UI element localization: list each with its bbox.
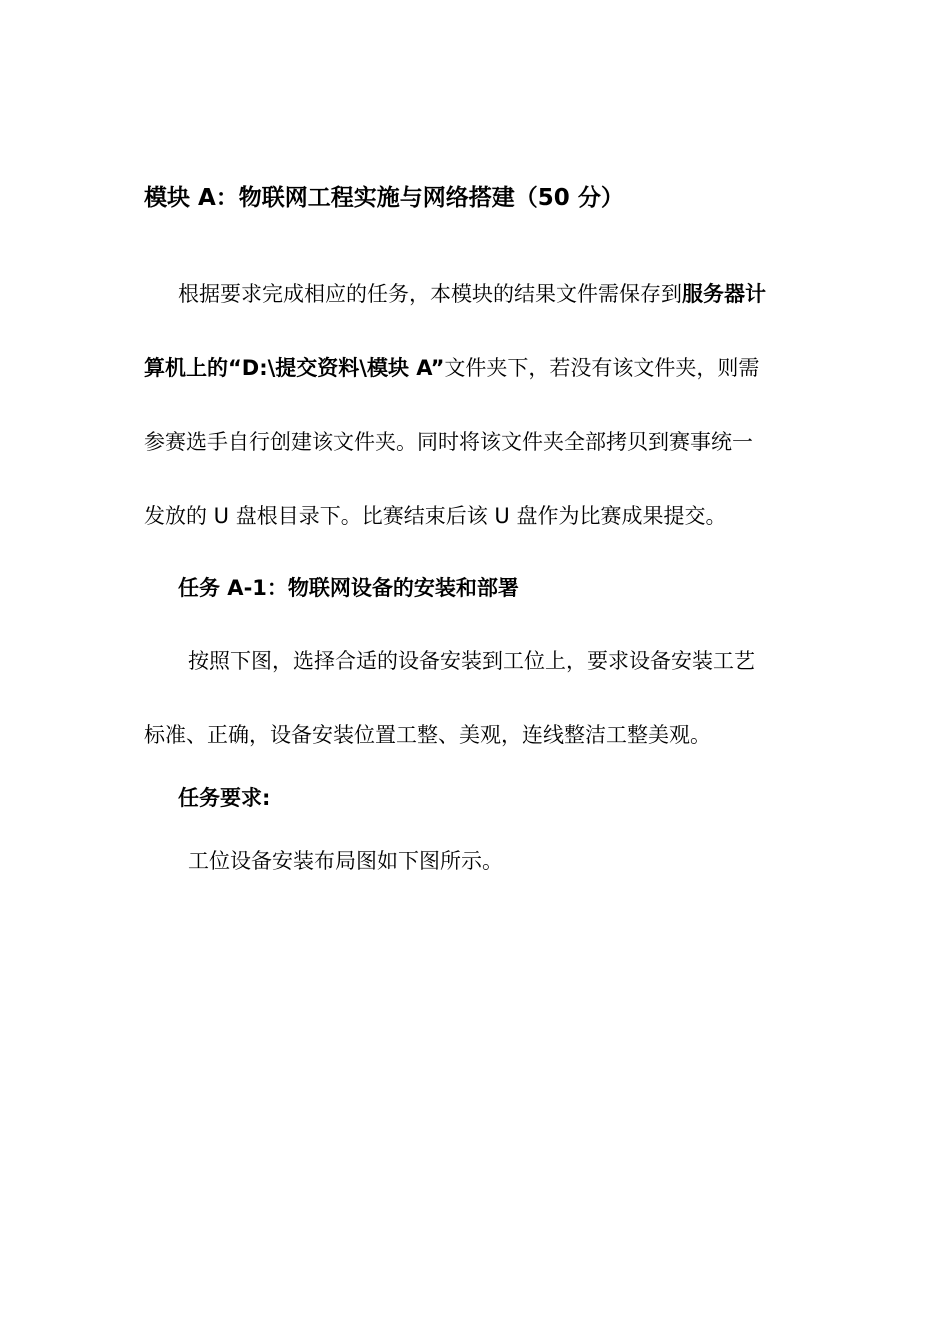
task-desc-line-2: 标准、正确，设备安装位置工整、美观，连线整洁工整美观。 [144,723,711,747]
intro-line-4: 发放的 U 盘根目录下。比赛结束后该 U 盘作为比赛成果提交。 [144,504,727,528]
intro-line-2-normal: 文件夹下，若没有该文件夹，则需 [444,356,760,380]
task-heading: 任务 A-1：物联网设备的安装和部署 [178,576,519,600]
requirements-heading: 任务要求: [178,786,271,810]
intro-line-2-bold: 算机上的“D:\提交资料\模块 A” [144,356,445,380]
intro-line-1-normal: 根据要求完成相应的任务，本模块的结果文件需保存到 [178,282,682,306]
requirements-line-1: 工位设备安装布局图如下图所示。 [188,849,503,873]
intro-line-3: 参赛选手自行创建该文件夹。同时将该文件夹全部拷贝到赛事统一 [144,430,753,454]
intro-line-1 [178,279,766,309]
intro-line-2 [144,353,759,383]
intro-line-1-bold: 服务器计 [682,282,766,306]
task-desc-line-1: 按照下图，选择合适的设备安装到工位上，要求设备安装工艺 [188,649,755,673]
module-title: 模块 A：物联网工程实施与网络搭建（50 分） [144,185,624,211]
